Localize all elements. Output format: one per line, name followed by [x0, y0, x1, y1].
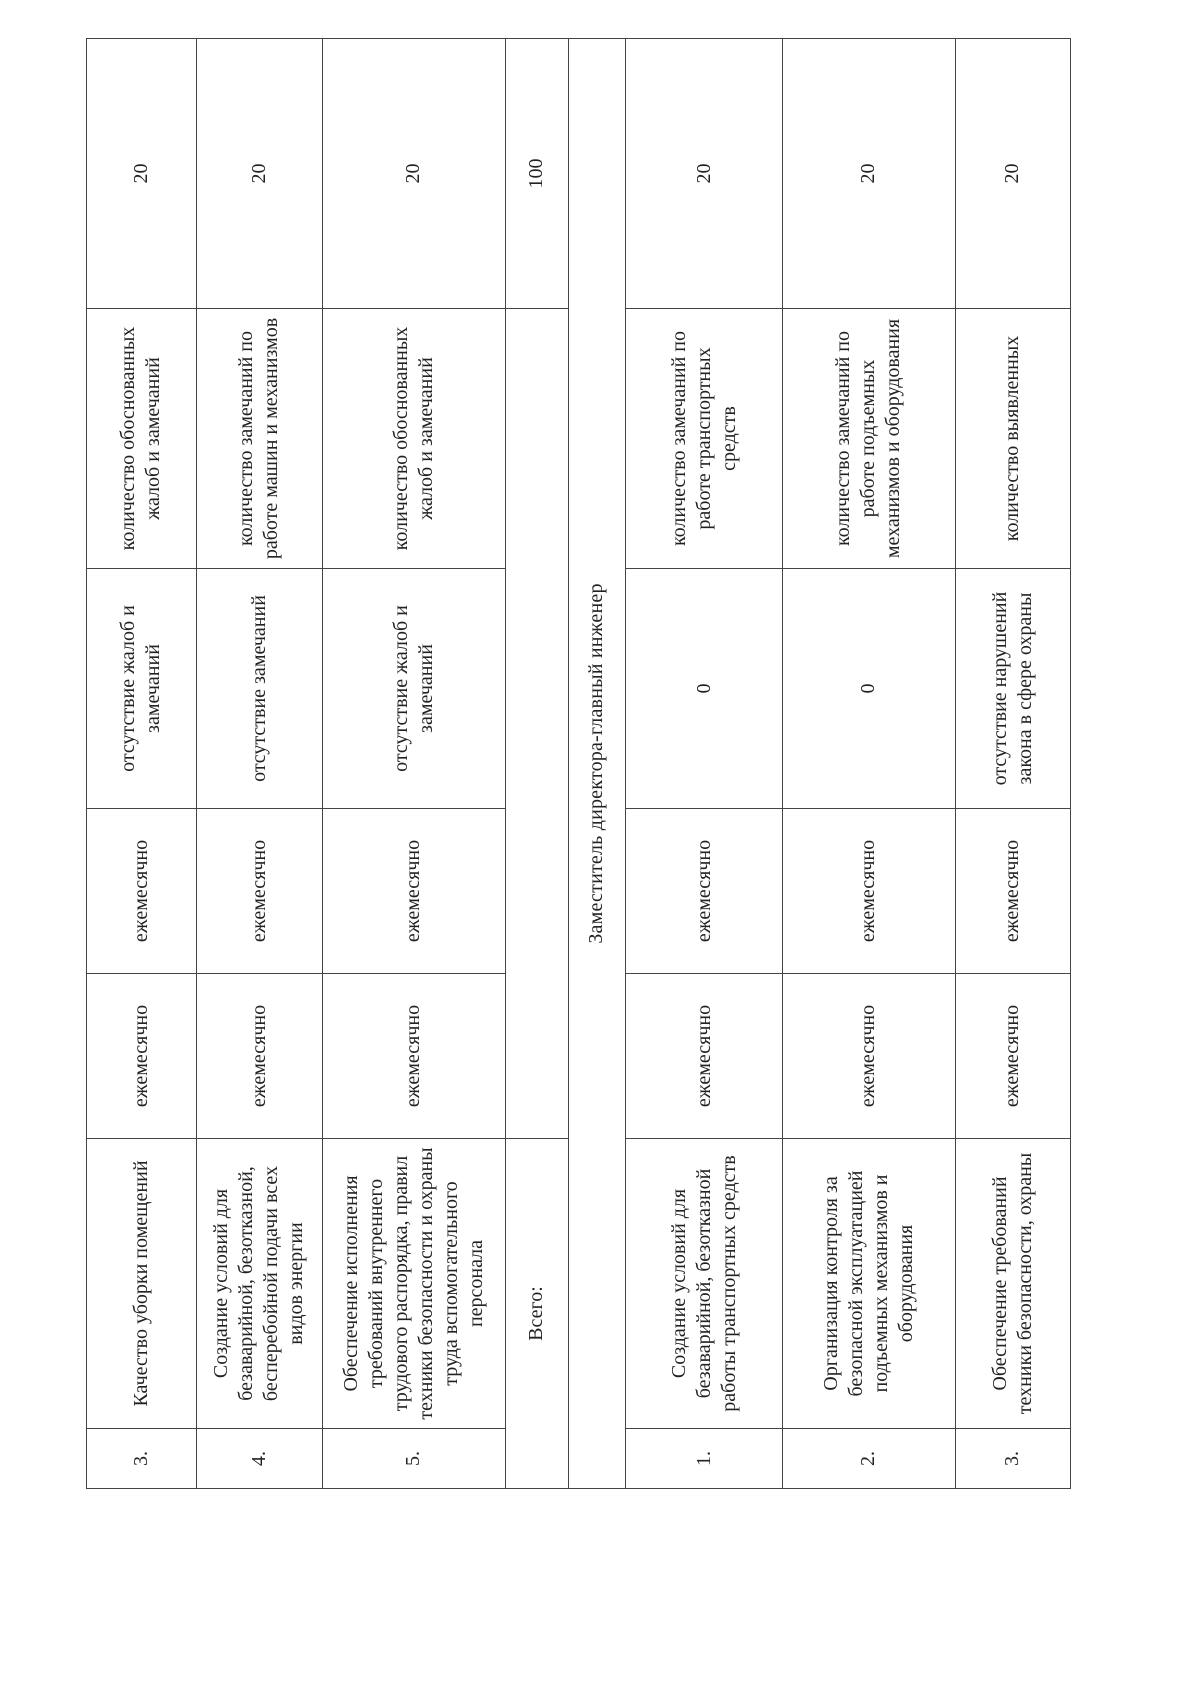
indicator-cell: Обеспечение исполнения требований внутреннего трудового распорядка, правил техники безопасности и охраны труда вспомогательного персонала — [322, 1139, 505, 1429]
period-cell: ежемесячно — [196, 974, 322, 1139]
table-row — [783, 39, 956, 1489]
period-cell: ежемесячно — [783, 974, 956, 1139]
period-cell: ежемесячно — [322, 809, 505, 974]
indicator-cell: Обеспечение требований техники безопасности, охраны — [955, 1139, 1070, 1429]
norm-cell: отсутствие жалоб и замечаний — [87, 569, 197, 809]
score-cell: 20 — [626, 39, 783, 309]
indicator-cell: Качество уборки помещений — [87, 1139, 197, 1429]
row-number: 1. — [626, 1429, 783, 1489]
section-title: Заместитель директора-главный инженер — [568, 39, 626, 1489]
measure-cell: количество замечаний по работе машин и механизмов — [196, 309, 322, 569]
measure-cell: количество выявленных — [955, 309, 1070, 569]
period-cell: ежемесячно — [955, 809, 1070, 974]
score-cell: 20 — [955, 39, 1070, 309]
score-cell: 20 — [783, 39, 956, 309]
norm-cell: 0 — [626, 569, 783, 809]
period-cell: ежемесячно — [626, 974, 783, 1139]
score-cell: 20 — [87, 39, 197, 309]
norm-cell: 0 — [783, 569, 956, 809]
row-number: 3. — [955, 1429, 1070, 1489]
period-cell: ежемесячно — [87, 809, 197, 974]
period-cell: ежемесячно — [196, 809, 322, 974]
indicator-cell: Организация контроля за безопасной эксплуатацией подъемных механизмов и оборудования — [783, 1139, 956, 1429]
section-row — [568, 39, 626, 1489]
total-label: Всего: — [505, 1139, 568, 1489]
period-cell: ежемесячно — [783, 809, 956, 974]
measure-cell: количество замечаний по работе транспортных средств — [626, 309, 783, 569]
table-row — [196, 39, 322, 1489]
measure-cell: количество замечаний по работе подъемных механизмов и оборудования — [783, 309, 956, 569]
table-row — [87, 39, 197, 1489]
score-cell: 20 — [322, 39, 505, 309]
norm-cell: отсутствие замечаний — [196, 569, 322, 809]
indicator-cell: Создание условий для безаварийной, безотказной, бесперебойной подачи всех видов энергии — [196, 1139, 322, 1429]
table-row — [626, 39, 783, 1489]
table-row — [322, 39, 505, 1489]
period-cell: ежемесячно — [955, 974, 1070, 1139]
total-row — [505, 39, 568, 1489]
rotated-table-page — [86, 39, 1071, 1489]
indicator-cell: Создание условий для безаварийной, безотказной работы транспортных средств — [626, 1139, 783, 1429]
row-number: 2. — [783, 1429, 956, 1489]
measure-cell: количество обоснованных жалоб и замечаний — [322, 309, 505, 569]
measure-cell: количество обоснованных жалоб и замечаний — [87, 309, 197, 569]
norm-cell: отсутствие жалоб и замечаний — [322, 569, 505, 809]
norm-cell: отсутствие нарушений закона в сфере охраны — [955, 569, 1070, 809]
row-number: 3. — [87, 1429, 197, 1489]
row-number: 4. — [196, 1429, 322, 1489]
table-row — [955, 39, 1070, 1489]
period-cell: ежемесячно — [626, 809, 783, 974]
period-cell: ежемесячно — [322, 974, 505, 1139]
kpi-table — [86, 38, 1071, 1489]
total-spacer — [505, 309, 568, 1139]
row-number: 5. — [322, 1429, 505, 1489]
period-cell: ежемесячно — [87, 974, 197, 1139]
score-cell: 20 — [196, 39, 322, 309]
total-score: 100 — [505, 39, 568, 309]
